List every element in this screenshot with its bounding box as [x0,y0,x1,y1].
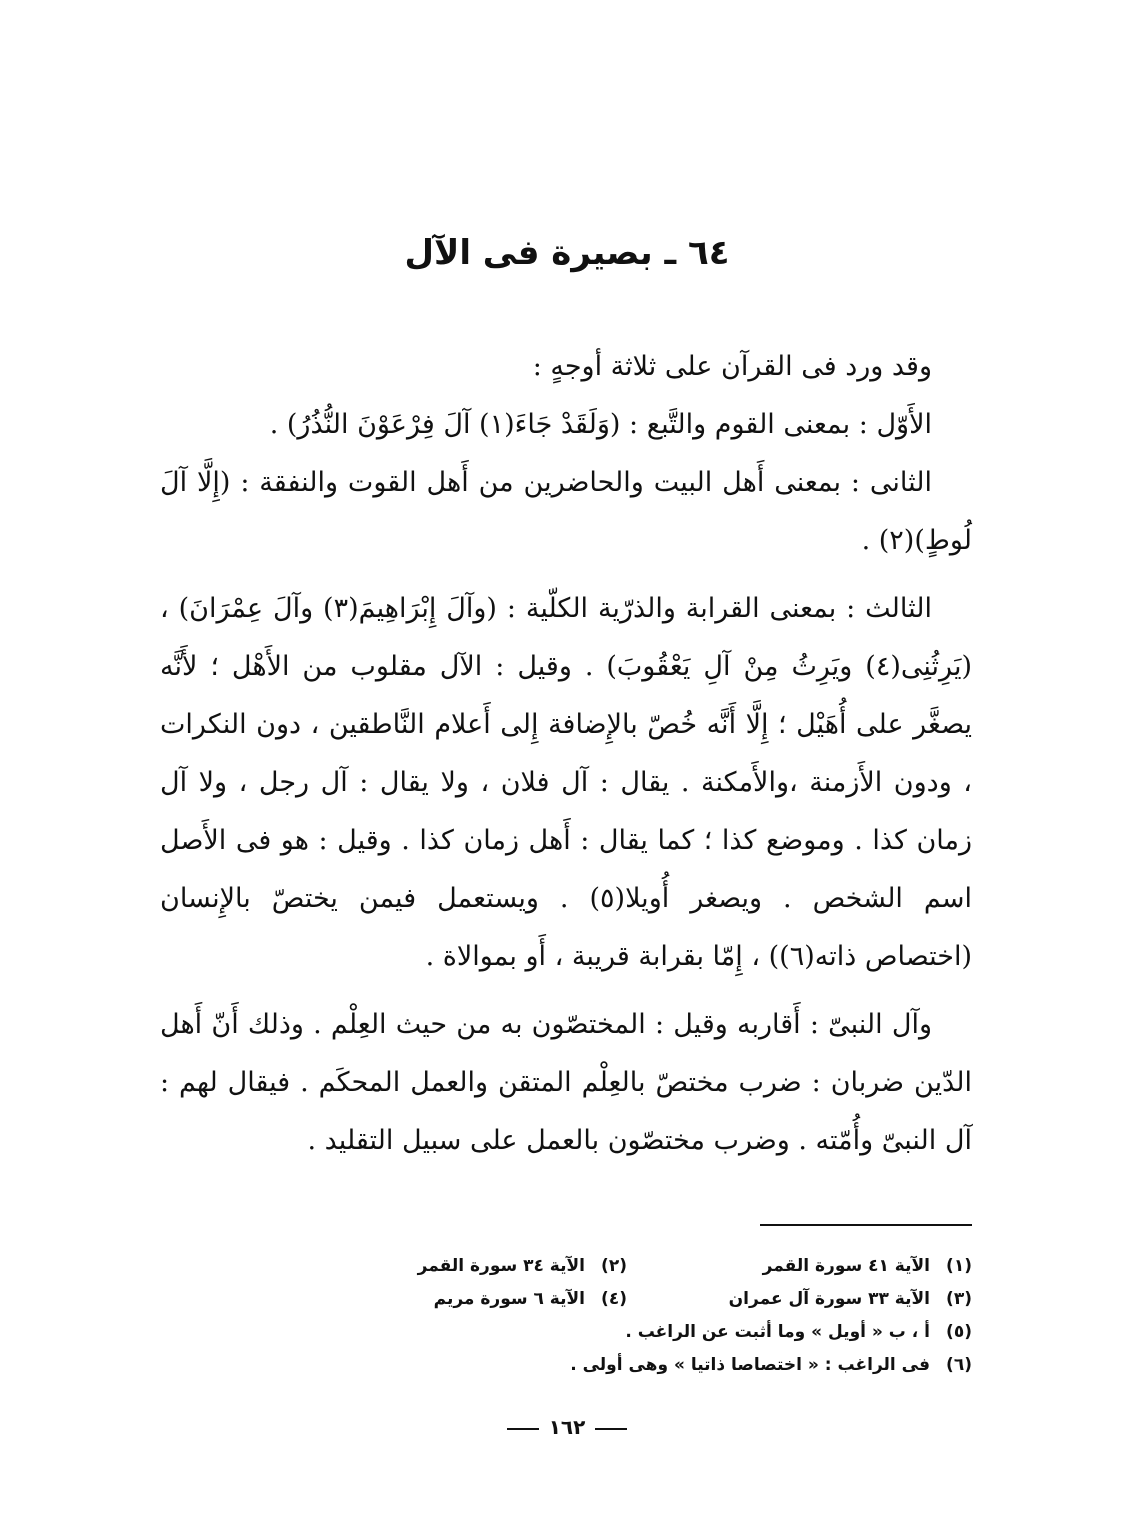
footnote-row [282,1316,972,1349]
footnote-row [282,1349,972,1382]
footnote-number: (٦) [946,1355,972,1375]
footnote-number: (٥) [946,1322,972,1342]
section-heading: ٦٤ ـ بصيرة فى الآل [404,233,730,273]
footnotes [282,1250,972,1382]
footnote-text: الآية ٤١ سورة القمر [762,1256,930,1276]
footnote-3 [627,1283,972,1316]
paragraph-prophet-family: وآل النبىّ : أَقاربه وقيل : المختصّون به من حيث العِلْم . وذلك أَنّ أَهل الدّين ضربان : ضرب مختصّ بالعِلْم المتقن والعمل المحكَم . فيقال لهم : آل النبىّ وأُمّته . وضرب مختصّون بالعمل على سبيل التقليد . [160,1009,972,1156]
footnote-5 [625,1316,972,1349]
footnote-number: (٢) [601,1256,627,1276]
footnote-row [282,1250,972,1283]
body-text [160,338,972,1170]
paragraph-first-meaning: الأَوّل : بمعنى القوم والتَّبع : (وَلَقَدْ جَاءَ(١) آلَ فِرْعَوْنَ النُّذُرُ) . [269,409,932,440]
footnote-6 [570,1349,972,1382]
footnote-text: الآية ٦ سورة مريم [433,1289,585,1309]
footnote-2 [282,1250,627,1283]
paragraph-third-meaning: الثالث : بمعنى القرابة والذرّية الكلّية : (وآلَ إِبْرَاهِيمَ(٣) وآلَ عِمْرَانَ) ، (يَرِثُنِى(٤) ويَرِثُ مِنْ آلِ يَعْقُوبَ) . وقيل : الآل مقلوب من الأَهْل ؛ لأَنَّه يصغَّر على أُهَيْل ؛ إِلَّا أَنَّه خُصّ بالإِضافة إِلى أَعلام النَّاطقين ، دون النكرات ، ودون الأَزمنة ،والأَمكنة . يقال : آل فلان ، ولا يقال : آل رجل ، ولا آل زمان كذا . وموضع كذا ؛ كما يقال : أَهل زمان كذا . وقيل : هو فى الأَصل اسم الشخص . ويصغر أُويلا(٥) . ويستعمل فيمن يختصّ بالإِنسان (اختصاص ذاته(٦)) ، إِمّا بقرابة قريبة ، أَو بموالاة . [160,593,972,972]
footnote-text: فى الراغب : « اختصاصا ذاتيا » وهى أولى . [570,1355,930,1375]
footnote-row [282,1283,972,1316]
footnote-text: أ ، ب « أويل » وما أثبت عن الراغب . [625,1322,930,1342]
footnote-number: (٤) [601,1289,627,1309]
footnote-1 [627,1250,972,1283]
footnote-number: (٣) [946,1289,972,1309]
paragraph-second-meaning: الثانى : بمعنى أَهل البيت والحاضرين من أَهل القوت والنفقة : (إِلَّا آلَ لُوطٍ)(٢) . [160,467,972,556]
footnote-text: الآية ٣٤ سورة القمر [417,1256,585,1276]
page-number: ١٦٢ [548,1415,586,1439]
footnote-number: (١) [946,1256,972,1276]
page-number-footer [0,1412,1134,1442]
dash-right [595,1428,627,1430]
paragraph-intro: وقد ورد فى القرآن على ثلاثة أوجهٍ : [532,351,932,382]
footnote-divider [760,1224,972,1226]
footnote-text: الآية ٣٣ سورة آل عمران [728,1289,930,1309]
footnote-4 [282,1283,627,1316]
dash-left [507,1428,539,1430]
